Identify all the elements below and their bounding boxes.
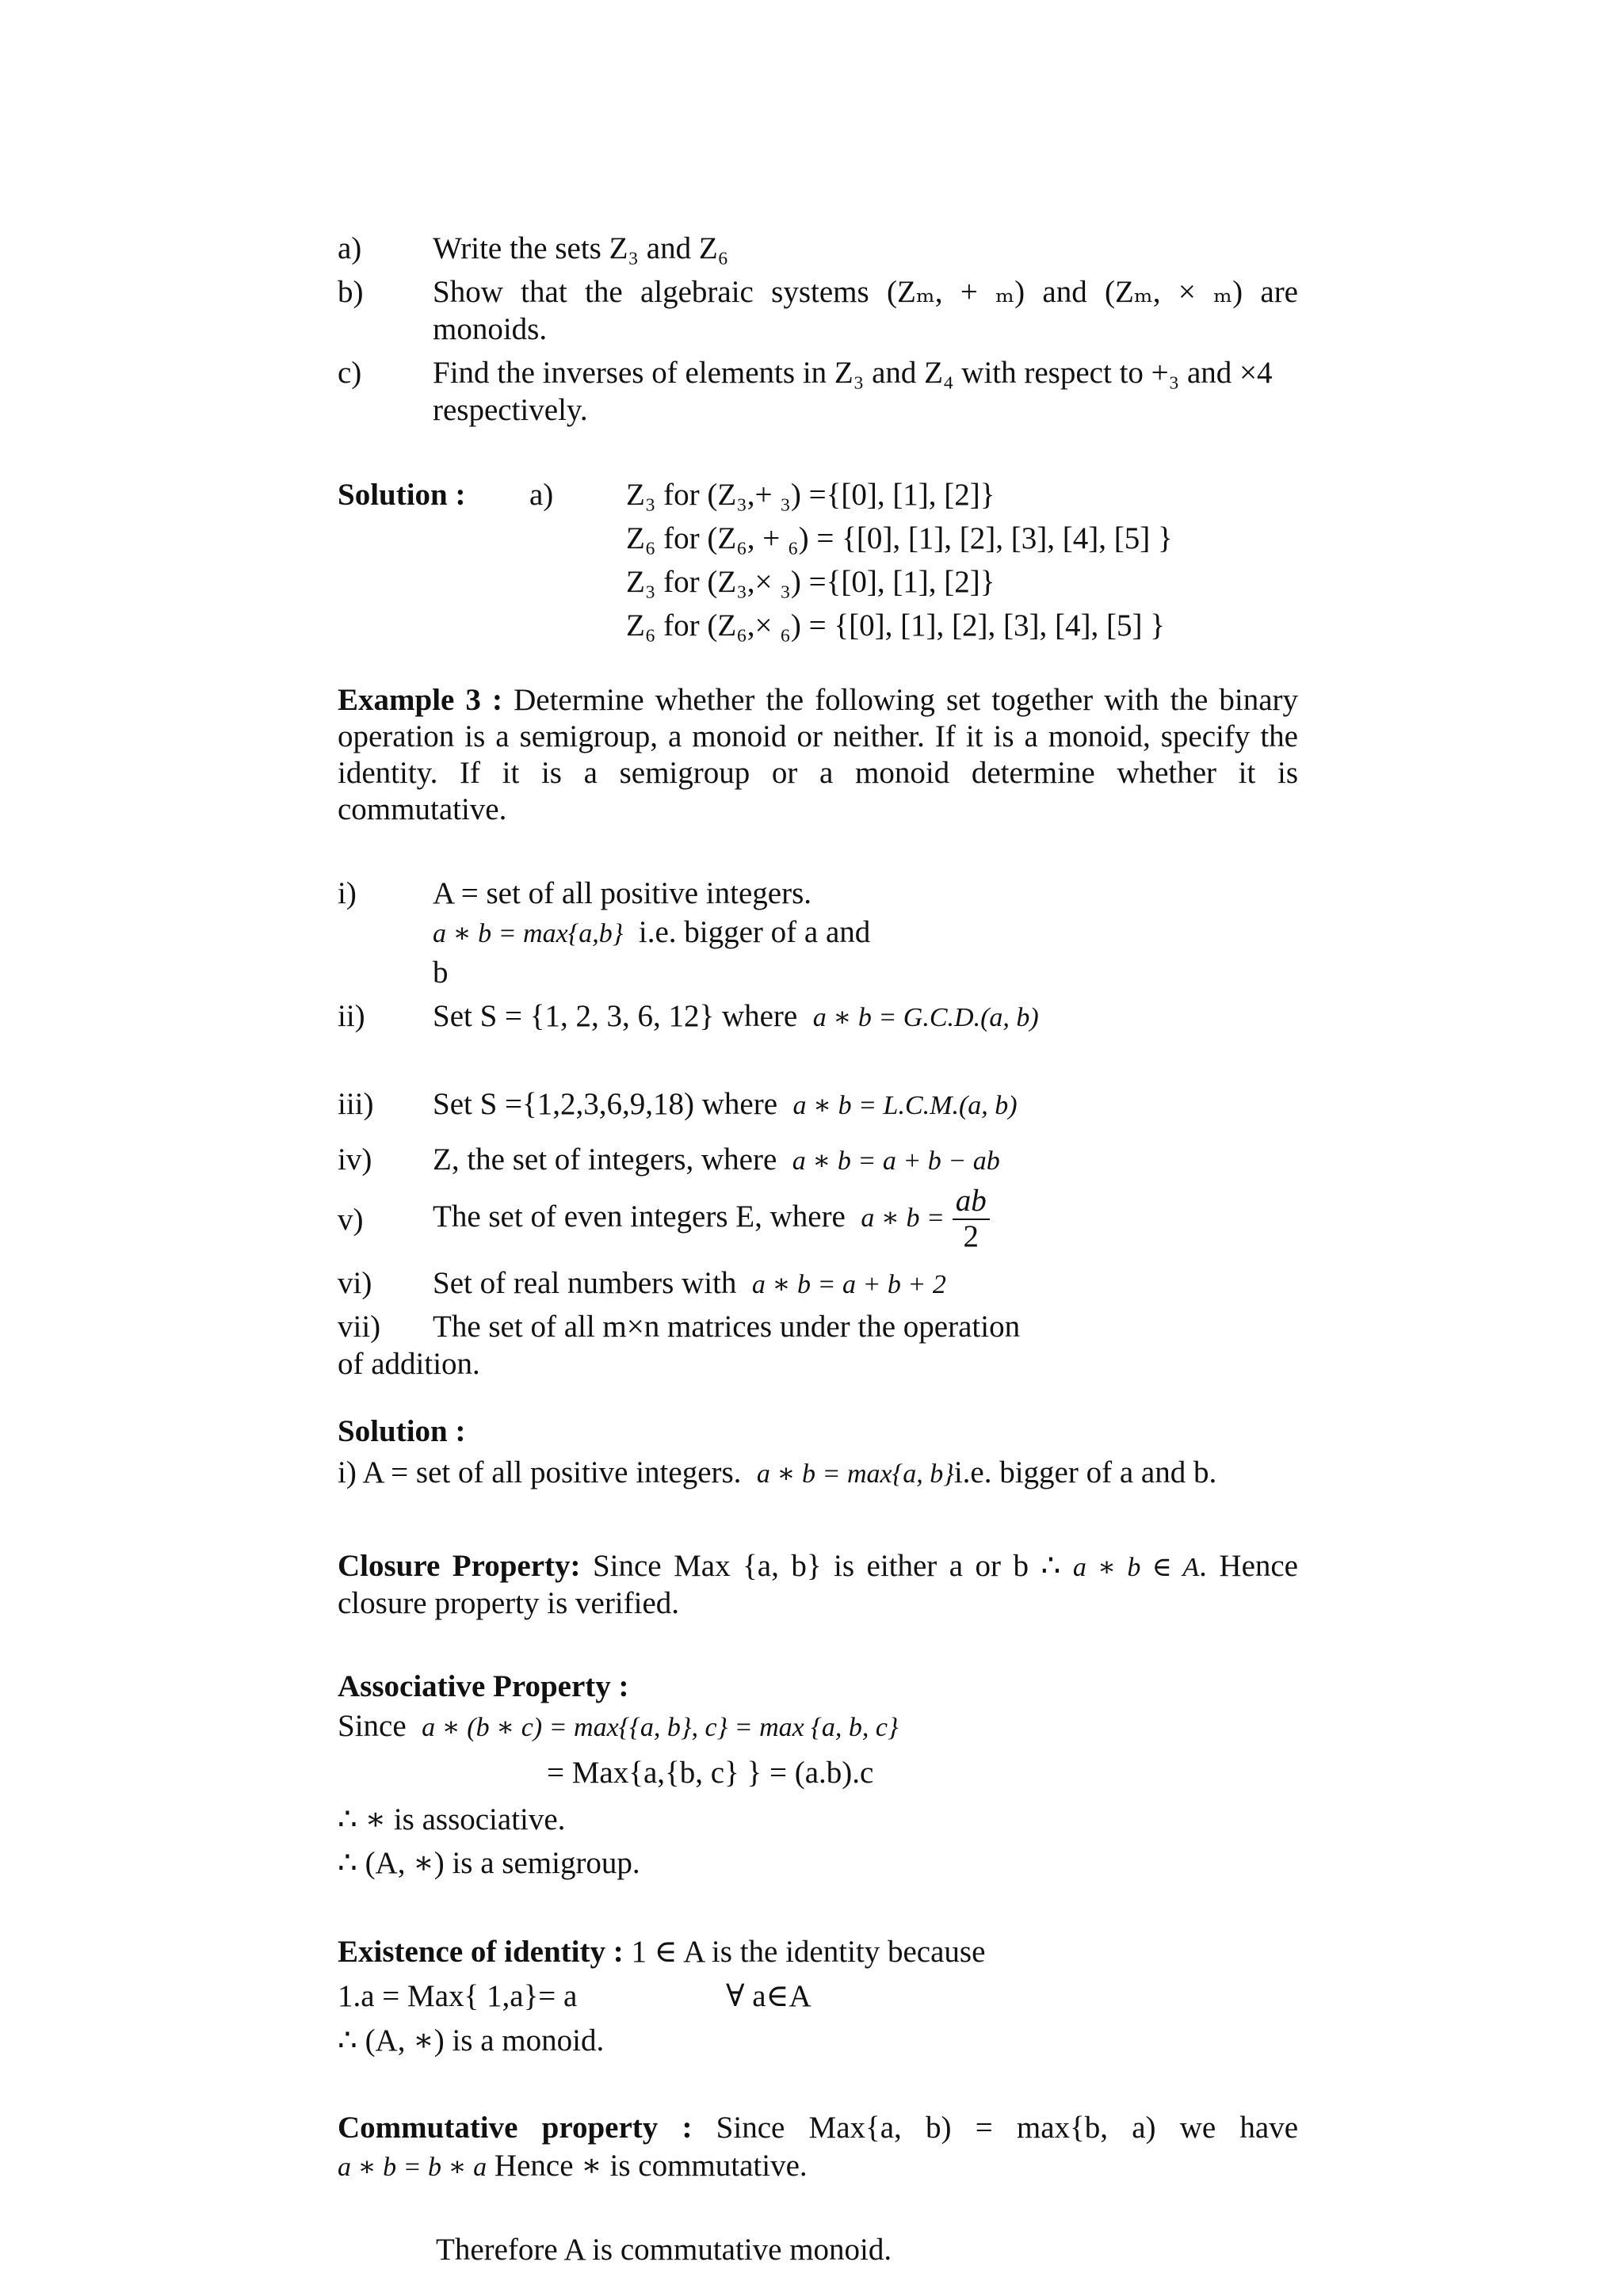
example3-line3: identity. If it is a semigroup or a monoid determine whether it is xyxy=(338,756,1298,790)
item-vi-text: Set of real numbers with a ∗ b = a + b + 2 xyxy=(433,1266,946,1300)
item-i-line2: a ∗ b = max{a,b} i.e. bigger of a and xyxy=(433,915,871,949)
associative-line2: = Max{a,{b, c} } = (a.b).c xyxy=(547,1756,874,1790)
item-vi-label: vi) xyxy=(338,1266,372,1300)
identity-forall: ∀ a∈A xyxy=(726,1979,812,2013)
item-vii-label: vii) xyxy=(338,1310,381,1344)
item-v-label: v) xyxy=(338,1203,364,1237)
commutative-line1: Commutative property : Since Max{a, b) = max{b, a) we have xyxy=(338,2111,1299,2145)
associative-line4: ∴ (A, ∗) is a semigroup. xyxy=(338,1846,640,1880)
identity-line3: ∴ (A, ∗) is a monoid. xyxy=(338,2023,605,2058)
item-vii-line2: of addition. xyxy=(338,1347,480,1381)
commutative-line2: a ∗ b = b ∗ a Hence ∗ is commutative. xyxy=(338,2149,808,2183)
associative-line1: Since a ∗ (b ∗ c) = max{{a, b}, c} = max {a, b, c} xyxy=(338,1709,899,1743)
identity-line1: Existence of identity : 1 ∈ A is the identity because xyxy=(338,1935,986,1969)
part-a-text: Write the sets Z₃ and Z₆ xyxy=(433,231,729,265)
associative-line3: ∴ ∗ is associative. xyxy=(338,1802,566,1836)
item-iii-text: Set S ={1,2,3,6,9,18) where a ∗ b = L.C.M.(a, b) xyxy=(433,1087,1018,1121)
solution-line: Z₃ for (Z₃,+ ₃) ={[0], [1], [2]} xyxy=(626,478,995,512)
solution2-heading: Solution : xyxy=(338,1414,466,1448)
part-c-line2: respectively. xyxy=(433,393,588,427)
item-iv-label: iv) xyxy=(338,1142,372,1177)
associative-heading: Associative Property : xyxy=(338,1669,629,1703)
item-ii-text: Set S = {1, 2, 3, 6, 12} where a ∗ b = G.C.D.(a, b) xyxy=(433,999,1039,1033)
item-iii-label: iii) xyxy=(338,1087,374,1121)
example3-line1: Example 3 : Determine whether the following set together with the binary xyxy=(338,683,1299,717)
item-i-line1: A = set of all positive integers. xyxy=(433,876,812,910)
item-ii-label: ii) xyxy=(338,999,365,1033)
solution2-line: i) A = set of all positive integers. a ∗ b = max{a, b}i.e. bigger of a and b. xyxy=(338,1455,1217,1489)
commutative-conclusion: Therefore A is commutative monoid. xyxy=(436,2233,892,2267)
item-i-line3: b xyxy=(433,955,449,990)
solution-part-label: a) xyxy=(529,478,554,512)
solution-heading: Solution : xyxy=(338,478,466,512)
item-v-text: The set of even integers E, where a ∗ b = $\frac{ab}{2}$ xyxy=(433,1184,990,1254)
part-b-label: b) xyxy=(338,275,364,309)
part-c-line1: Find the inverses of elements in Z₃ and Z₄ with respect to +₃ and ×4 xyxy=(433,356,1273,390)
solution-line: Z₆ for (Z₆,× ₆) = {[0], [1], [2], [3], [4], [5] } xyxy=(626,608,1165,643)
item-iv-text: Z, the set of integers, where a ∗ b = a + b − ab xyxy=(433,1142,1000,1177)
item-vii-text: The set of all m×n matrices under the operation xyxy=(433,1310,1021,1344)
item-i-label: i) xyxy=(338,876,357,910)
part-c-label: c) xyxy=(338,356,362,390)
example3-line4: commutative. xyxy=(338,792,507,826)
solution-line: Z₃ for (Z₃,× ₃) ={[0], [1], [2]} xyxy=(626,565,995,599)
identity-line2: 1.a = Max{ 1,a}= a xyxy=(338,1979,578,2013)
part-b-line2: monoids. xyxy=(433,312,548,346)
example3-line2: operation is a semigroup, a monoid or neither. If it is a monoid, specify the xyxy=(338,719,1298,753)
closure-line1: Closure Property: Since Max {a, b} is either a or b ∴ a ∗ b ∈ A. Hence xyxy=(338,1549,1298,1583)
closure-line2: closure property is verified. xyxy=(338,1586,680,1620)
part-a-label: a) xyxy=(338,231,362,265)
part-b-line1: Show that the algebraic systems (Zₘ, + ₘ) and (Zₘ, × ₘ) are xyxy=(433,275,1298,309)
fraction: $\frac{ab}{2}$ xyxy=(953,1184,990,1254)
solution-line: Z₆ for (Z₆, + ₆) = {[0], [1], [2], [3], [4], [5] } xyxy=(626,521,1173,555)
